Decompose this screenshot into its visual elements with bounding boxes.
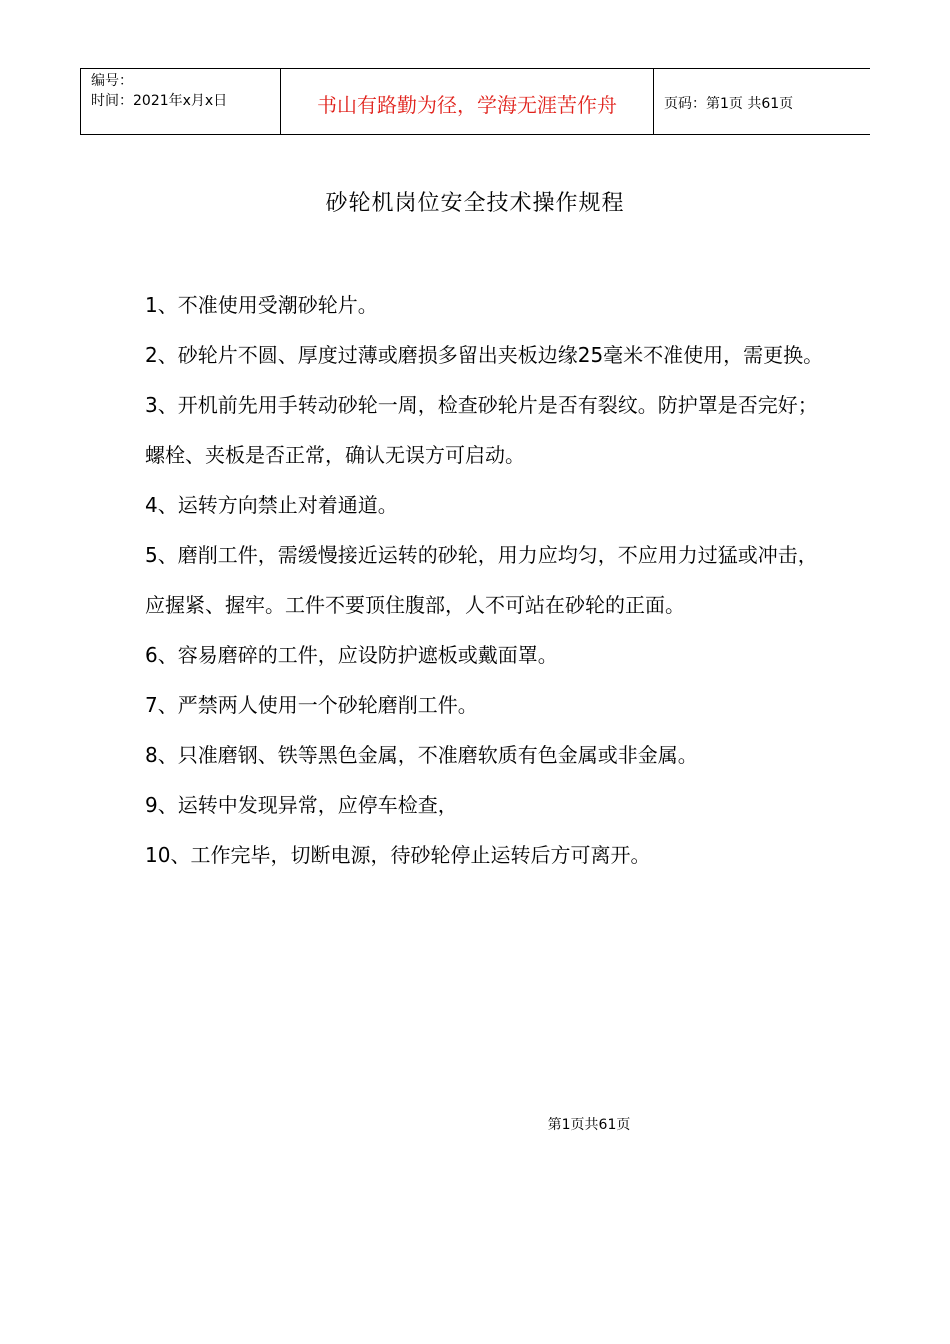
document-title: 砂轮机岗位安全技术操作规程 [325, 191, 625, 216]
rule-item: 6、容易磨碎的工件，应设防护遮板或戴面罩。 [145, 643, 558, 667]
rule-item: 2、砂轮片不圆、厚度过薄或磨损多留出夹板边缘25毫米不准使用，需更换。 [145, 343, 824, 367]
rule-item: 7、严禁两人使用一个砂轮磨削工件。 [145, 693, 478, 717]
rule-item: 1、不准使用受潮砂轮片。 [145, 293, 378, 317]
rule-item: 3、开机前先用手转动砂轮一周，检查砂轮片是否有裂纹。防护罩是否完好；螺栓、夹板是否正常，确认无误方可启动。 [145, 393, 818, 467]
rule-item: 9、运转中发现异常，应停车检查， [145, 793, 458, 817]
motto-text: 书山有路勤为径，学海无涯苦作舟 [317, 93, 617, 117]
rule-item: 8、只准磨钢、铁等黑色金属，不准磨软质有色金属或非金属。 [145, 743, 698, 767]
page-footer [0, 1114, 950, 1134]
page-info: 页码：第1页 共61页 [664, 95, 794, 112]
motto-cell [281, 69, 654, 134]
rule-item: 4、运转方向禁止对着通道。 [145, 493, 398, 517]
rule-item: 10、工作完毕，切断电源，待砂轮停止运转后方可离开。 [145, 843, 651, 867]
rule-item: 5、磨削工件，需缓慢接近运转的砂轮，用力应均匀，不应用力过猛或冲击，应握紧、握牢。工件不要顶住腹部，人不可站在砂轮的正面。 [145, 543, 818, 617]
rules-list [145, 280, 835, 880]
page-info-cell [654, 69, 870, 134]
time-label: 时间：2021年x月x日 [91, 93, 228, 109]
footer-page-label: 第1页共61页 [547, 1117, 631, 1133]
header-info-cell [80, 69, 281, 134]
header-table [80, 68, 870, 135]
number-label: 编号： [91, 73, 133, 89]
